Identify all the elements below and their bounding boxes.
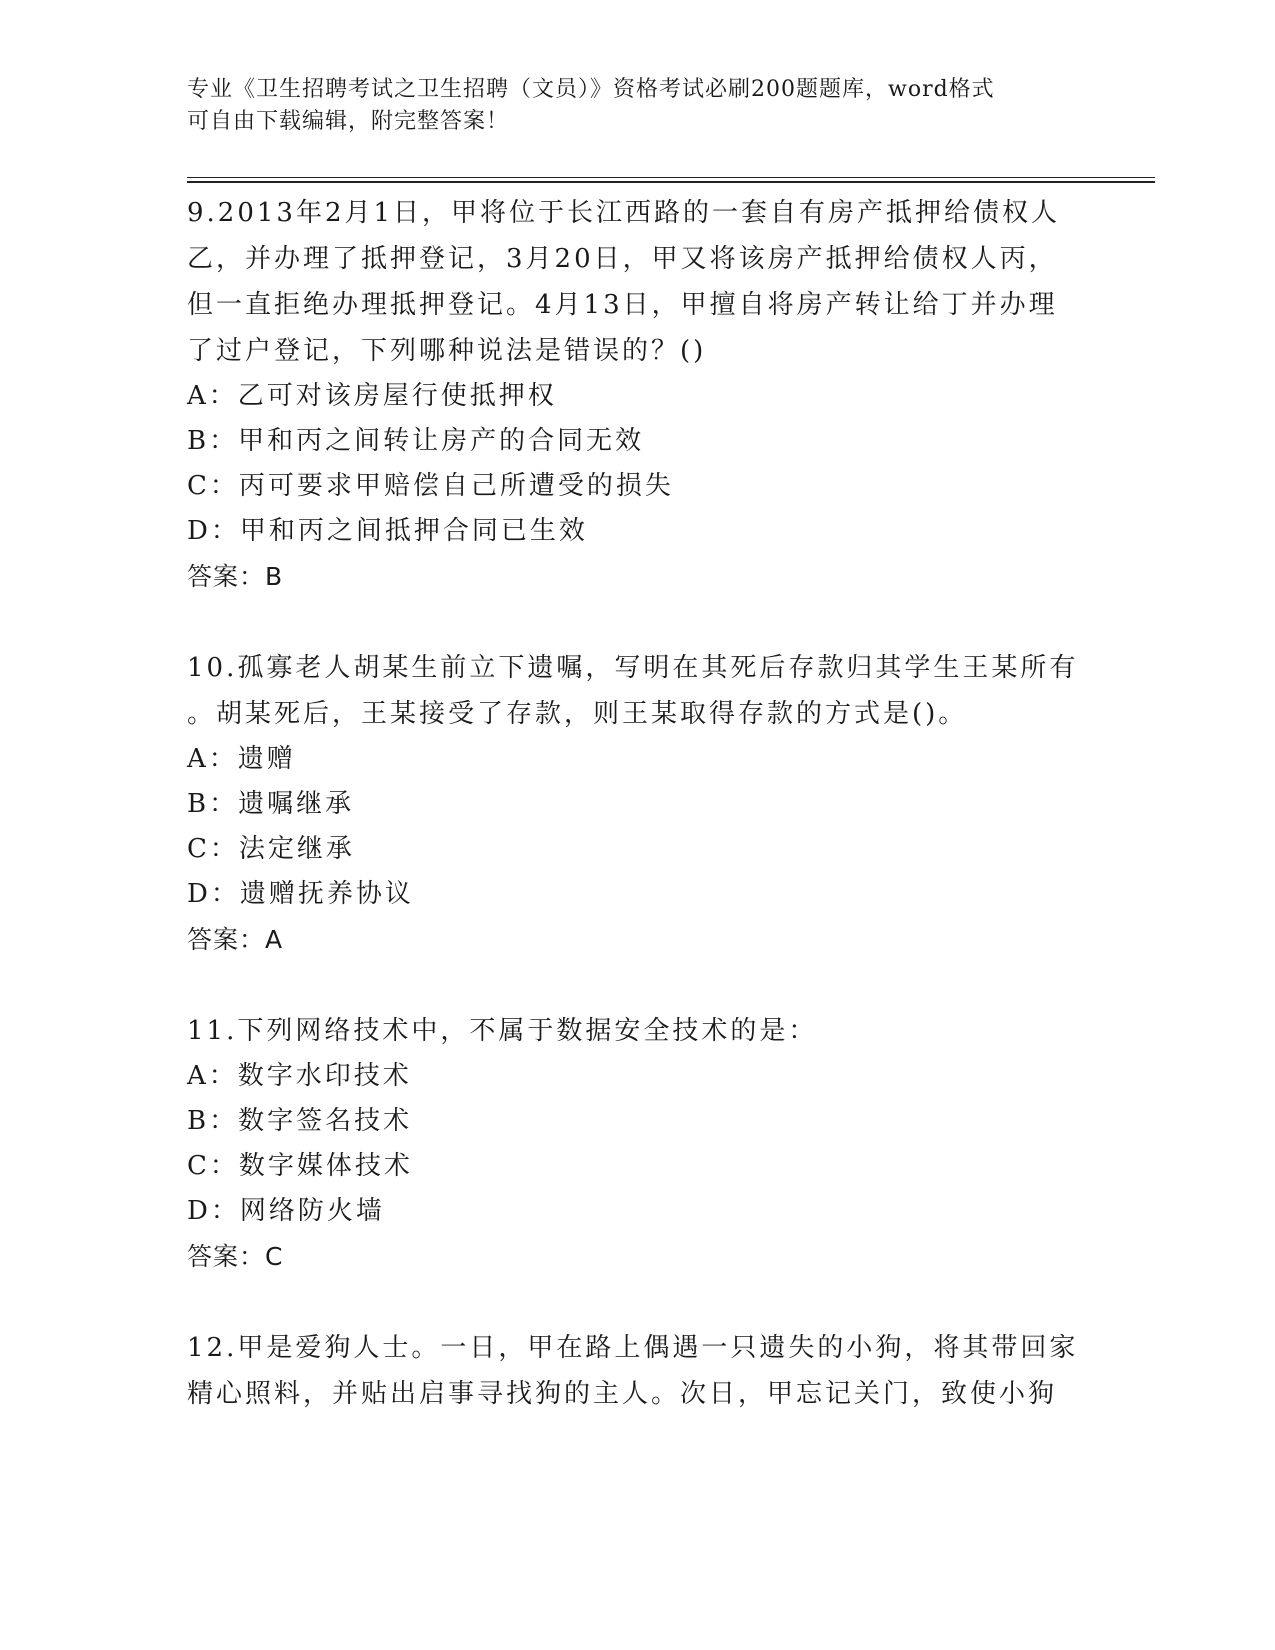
question-stem-line: 乙，并办理了抵押登记，3月20日，甲又将该房产抵押给债权人丙， bbox=[187, 244, 1058, 274]
option-c: C：数字媒体技术 bbox=[187, 1151, 413, 1181]
question-list bbox=[187, 190, 1087, 1462]
header-divider-thick bbox=[187, 181, 1155, 183]
header-line-1: 专业《卫生招聘考试之卫生招聘（文员）》资格考试必刷200题题库，word格式 bbox=[187, 77, 995, 102]
header-divider-thin bbox=[187, 177, 1155, 178]
answer-line: 答案：B bbox=[187, 562, 284, 591]
question-stem-line: 。胡某死后，王某接受了存款，则王某取得存款的方式是()。 bbox=[187, 699, 968, 729]
question-10 bbox=[187, 645, 1087, 963]
question-12 bbox=[187, 1325, 1087, 1417]
option-c: C：丙可要求甲赔偿自己所遭受的损失 bbox=[187, 471, 674, 501]
question-stem-line: 11.下列网络技术中，不属于数据安全技术的是： bbox=[187, 1016, 818, 1046]
option-b: B：遗嘱继承 bbox=[187, 789, 355, 819]
question-stem-line: 了过户登记，下列哪种说法是错误的？() bbox=[187, 336, 707, 366]
option-d: D：网络防火墙 bbox=[187, 1196, 385, 1226]
option-a: A：数字水印技术 bbox=[187, 1061, 412, 1091]
question-stem-line: 10.孤寡老人胡某生前立下遗嘱，写明在其死后存款归其学生王某所有 bbox=[187, 653, 1079, 683]
option-b: B：数字签名技术 bbox=[187, 1106, 413, 1136]
question-stem-line: 9.2013年2月1日，甲将位于长江西路的一套自有房产抵押给债权人 bbox=[187, 198, 1061, 228]
option-d: D：遗赠抚养协议 bbox=[187, 879, 414, 909]
question-stem-line: 12.甲是爱狗人士。一日，甲在路上偶遇一只遗失的小狗，将其带回家 bbox=[187, 1333, 1079, 1363]
question-stem-line: 精心照料，并贴出启事寻找狗的主人。次日，甲忘记关门，致使小狗 bbox=[187, 1379, 1058, 1409]
option-a: A：乙可对该房屋行使抵押权 bbox=[187, 381, 557, 411]
option-a: A：遗赠 bbox=[187, 744, 296, 774]
option-b: B：甲和丙之间转让房产的合同无效 bbox=[187, 426, 645, 456]
answer-line: 答案：C bbox=[187, 1242, 284, 1271]
question-11 bbox=[187, 1008, 1087, 1280]
option-c: C：法定继承 bbox=[187, 834, 355, 864]
answer-line: 答案：A bbox=[187, 925, 284, 954]
question-stem-line: 但一直拒绝办理抵押登记。4月13日，甲擅自将房产转让给丁并办理 bbox=[187, 290, 1058, 320]
question-9 bbox=[187, 190, 1087, 600]
option-d: D：甲和丙之间抵押合同已生效 bbox=[187, 516, 588, 546]
document-header bbox=[187, 74, 1067, 138]
header-line-2: 可自由下载编辑，附完整答案！ bbox=[187, 109, 510, 134]
